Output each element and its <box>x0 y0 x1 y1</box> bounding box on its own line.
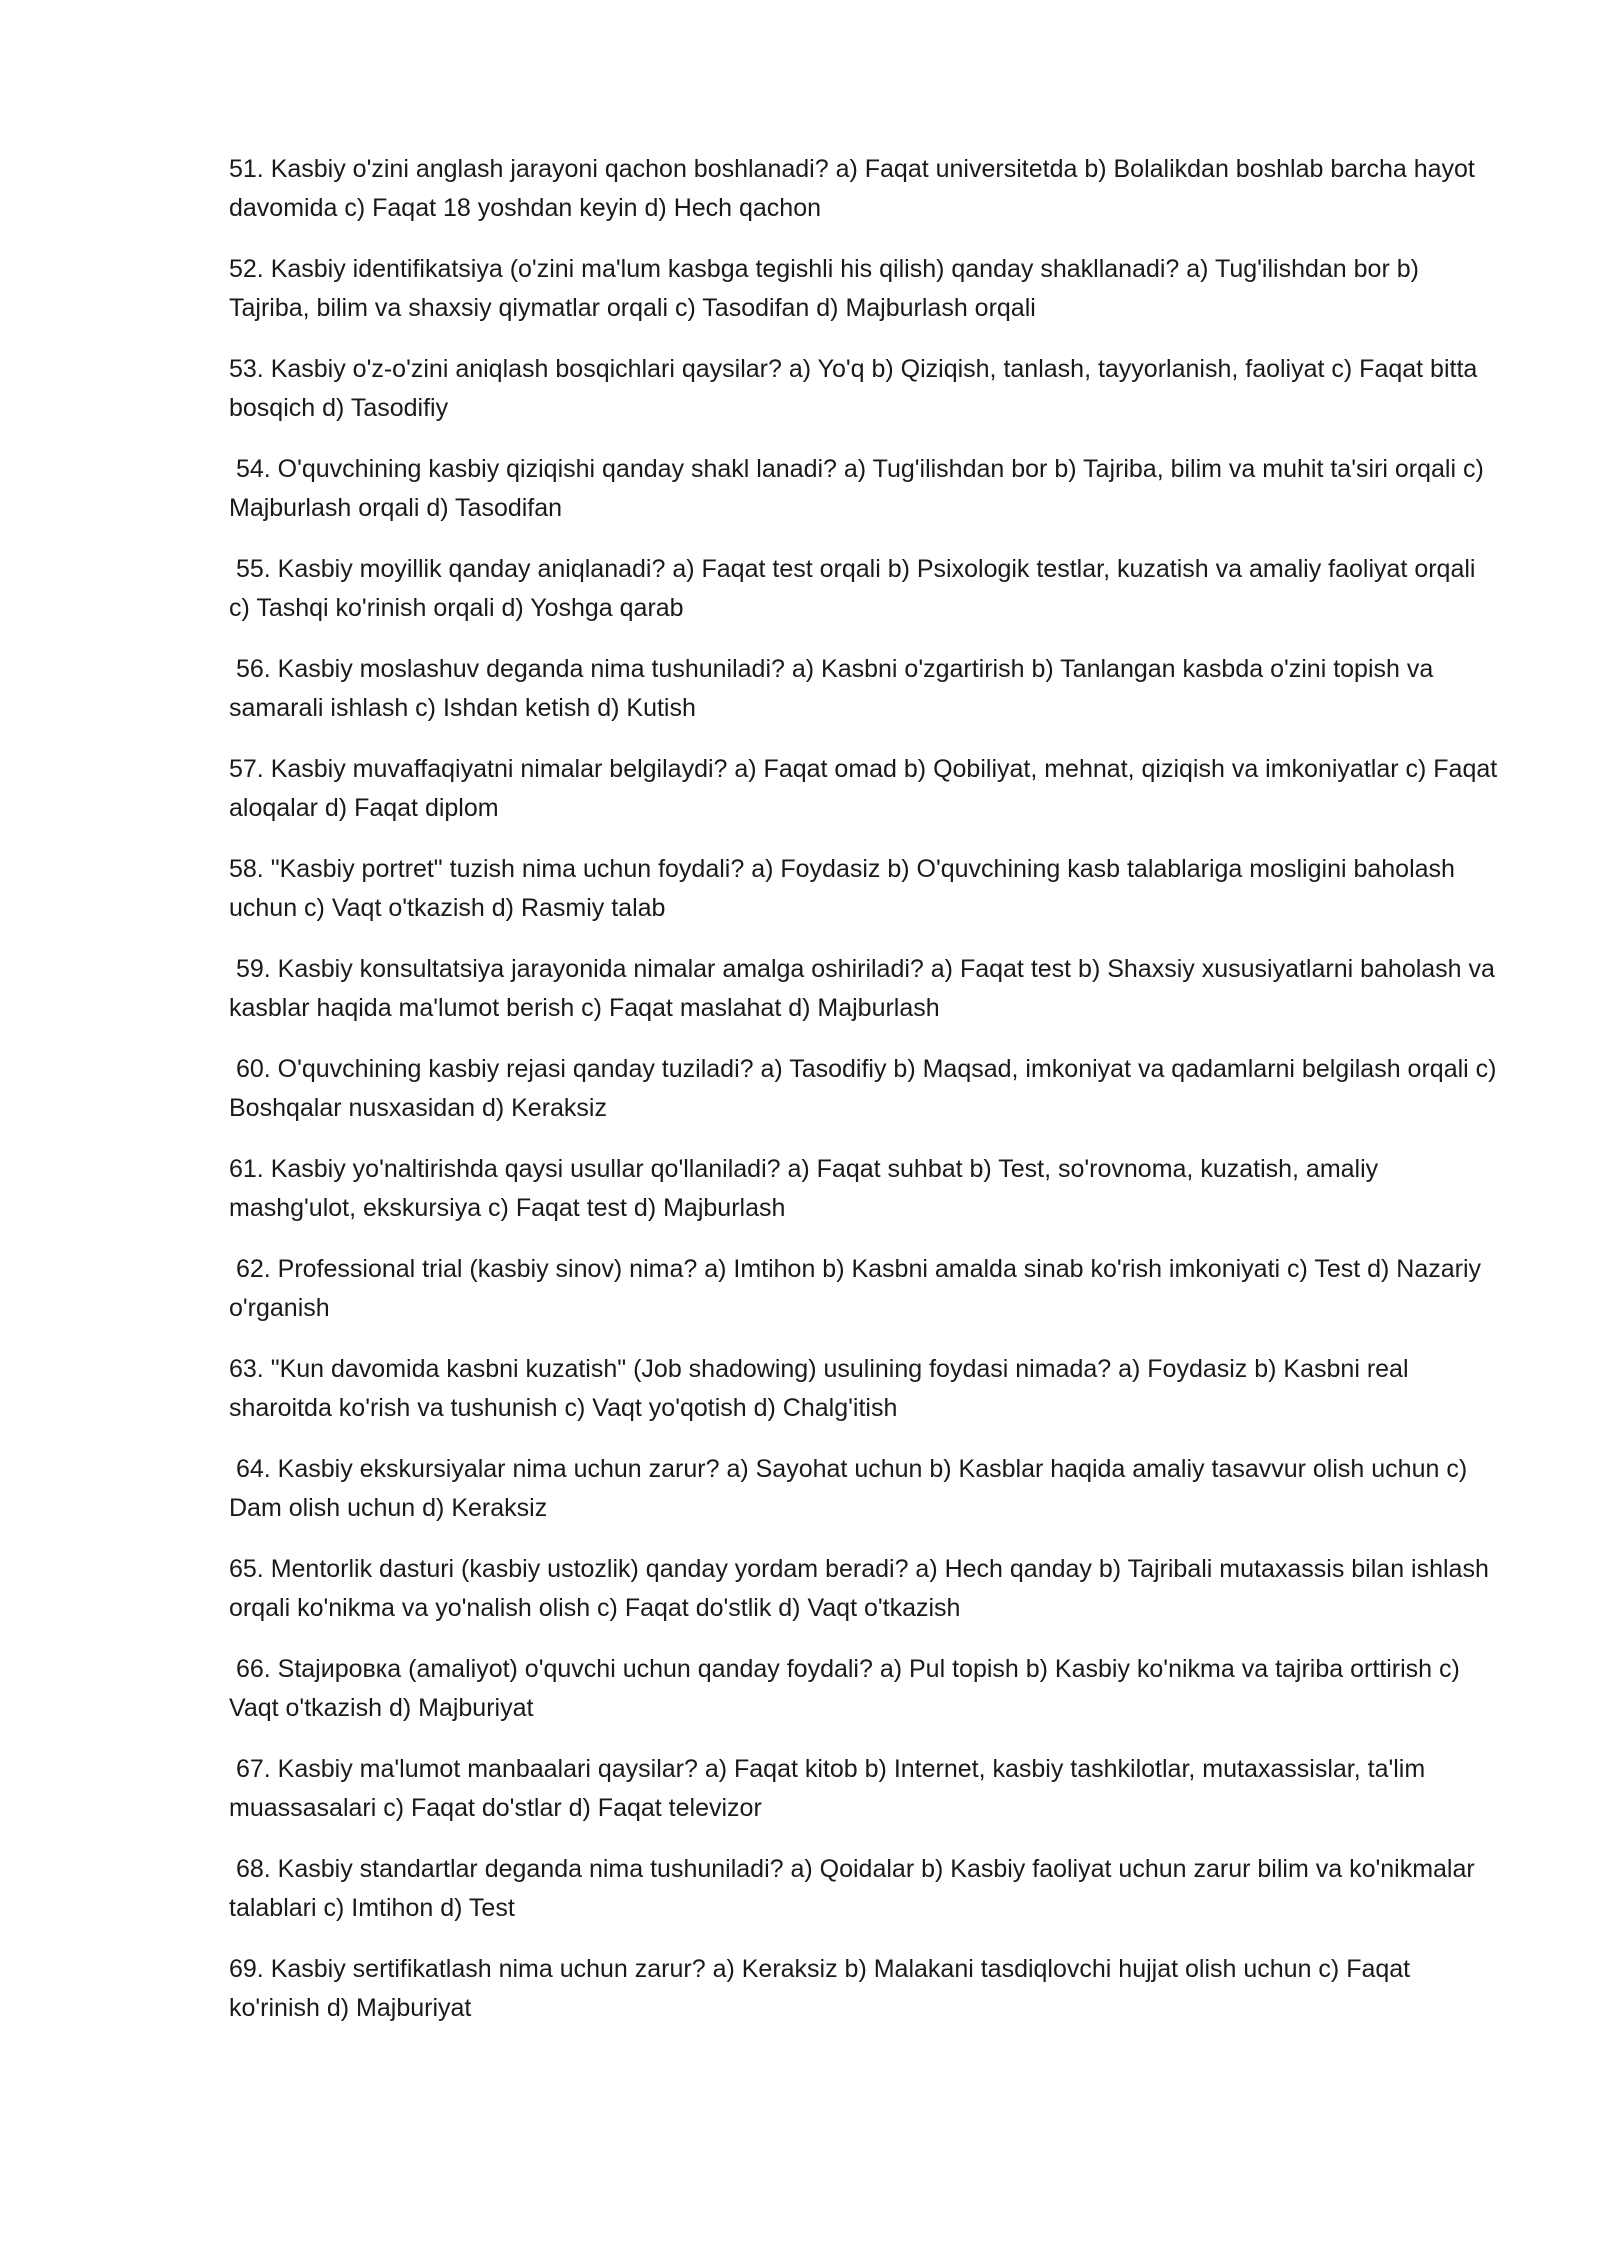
question-66: 66. Stajировка (amaliyot) o'quvchi uchun qanday foydali? a) Pul topish b) Kasbiy ko'nikma va tajriba orttirish c) Vaqt o'tkazish d) Majburiyat <box>229 1655 1460 1722</box>
question-69: 69. Kasbiy sertifikatlash nima uchun zarur? a) Keraksiz b) Malakani tasdiqlovchi hujjat olish uchun c) Faqat ko'rinish d) Majburiyat <box>229 1955 1411 2022</box>
question-52: 52. Kasbiy identifikatsiya (o'zini ma'lum kasbga tegishli his qilish) qanday shakllanadi? a) Tug'ilishdan bor b) Tajriba, bilim va shaxsiy qiymatlar orqali c) Tasodifan d) Majburlash orqali <box>229 255 1419 322</box>
question-51: 51. Kasbiy o'zini anglash jarayoni qachon boshlanadi? a) Faqat universitetda b) Bolalikdan boshlab barcha hayot davomida c) Faqat 18 yoshdan keyin d) Hech qachon <box>229 155 1475 222</box>
question-64: 64. Kasbiy ekskursiyalar nima uchun zarur? a) Sayohat uchun b) Kasblar haqida amaliy tasavvur olish uchun c) Dam olish uchun d) Keraksiz <box>229 1455 1468 1522</box>
question-67: 67. Kasbiy ma'lumot manbaalari qaysilar? a) Faqat kitob b) Internet, kasbiy tashkilotlar, mutaxassislar, ta'lim muassasalari c) Faqat do'stlar d) Faqat televizor <box>229 1755 1426 1822</box>
question-list <box>229 150 1501 2050</box>
question-56: 56. Kasbiy moslashuv deganda nima tushuniladi? a) Kasbni o'zgartirish b) Tanlangan kasbda o'zini topish va samarali ishlash c) Ishdan ketish d) Kutish <box>229 655 1434 722</box>
question-62: 62. Professional trial (kasbiy sinov) nima? a) Imtihon b) Kasbni amalda sinab ko'rish imkoniyati c) Test d) Nazariy o'rganish <box>229 1255 1482 1322</box>
question-63: 63. "Kun davomida kasbni kuzatish" (Job shadowing) usulining foydasi nimada? a) Foydasiz b) Kasbni real sharoitda ko'rish va tushunish c) Vaqt yo'qotish d) Chalg'itish <box>229 1355 1409 1422</box>
question-54: 54. O'quvchining kasbiy qiziqishi qanday shakl lanadi? a) Tug'ilishdan bor b) Tajriba, bilim va muhit ta'siri orqali c) Majburlash orqali d) Tasodifan <box>229 455 1484 522</box>
question-60: 60. O'quvchining kasbiy rejasi qanday tuziladi? a) Tasodifiy b) Maqsad, imkoniyat va qadamlarni belgilash orqali c) Boshqalar nusxasidan d) Keraksiz <box>229 1055 1497 1122</box>
question-65: 65. Mentorlik dasturi (kasbiy ustozlik) qanday yordam beradi? a) Hech qanday b) Tajribali mutaxassis bilan ishlash orqali ko'nikma va yo'nalish olish c) Faqat do'stlik d) Vaqt o'tkazish <box>229 1555 1489 1622</box>
question-53: 53. Kasbiy o'z-o'zini aniqlash bosqichlari qaysilar? a) Yo'q b) Qiziqish, tanlash, tayyorlanish, faoliyat c) Faqat bitta bosqich d) Tasodifiy <box>229 355 1478 422</box>
question-55: 55. Kasbiy moyillik qanday aniqlanadi? a) Faqat test orqali b) Psixologik testlar, kuzatish va amaliy faoliyat orqali c) Tashqi ko'rinish orqali d) Yoshga qarab <box>229 555 1476 622</box>
question-61: 61. Kasbiy yo'naltirishda qaysi usullar qo'llaniladi? a) Faqat suhbat b) Test, so'rovnoma, kuzatish, amaliy mashg'ulot, ekskursiya c) Faqat test d) Majburlash <box>229 1155 1379 1222</box>
question-57: 57. Kasbiy muvaffaqiyatni nimalar belgilaydi? a) Faqat omad b) Qobiliyat, mehnat, qiziqish va imkoniyatlar c) Faqat aloqalar d) Faqat diplom <box>229 755 1498 822</box>
question-59: 59. Kasbiy konsultatsiya jarayonida nimalar amalga oshiriladi? a) Faqat test b) Shaxsiy xususiyatlarni baholash va kasblar haqida ma'lumot berish c) Faqat maslahat d) Majburlash <box>229 955 1495 1022</box>
question-58: 58. "Kasbiy portret" tuzish nima uchun foydali? a) Foydasiz b) O'quvchining kasb talablariga mosligini baholash uchun c) Vaqt o'tkazish d) Rasmiy talab <box>229 855 1455 922</box>
question-68: 68. Kasbiy standartlar deganda nima tushuniladi? a) Qoidalar b) Kasbiy faoliyat uchun zarur bilim va ko'nikmalar talablari c) Imtihon d) Test <box>229 1855 1475 1922</box>
